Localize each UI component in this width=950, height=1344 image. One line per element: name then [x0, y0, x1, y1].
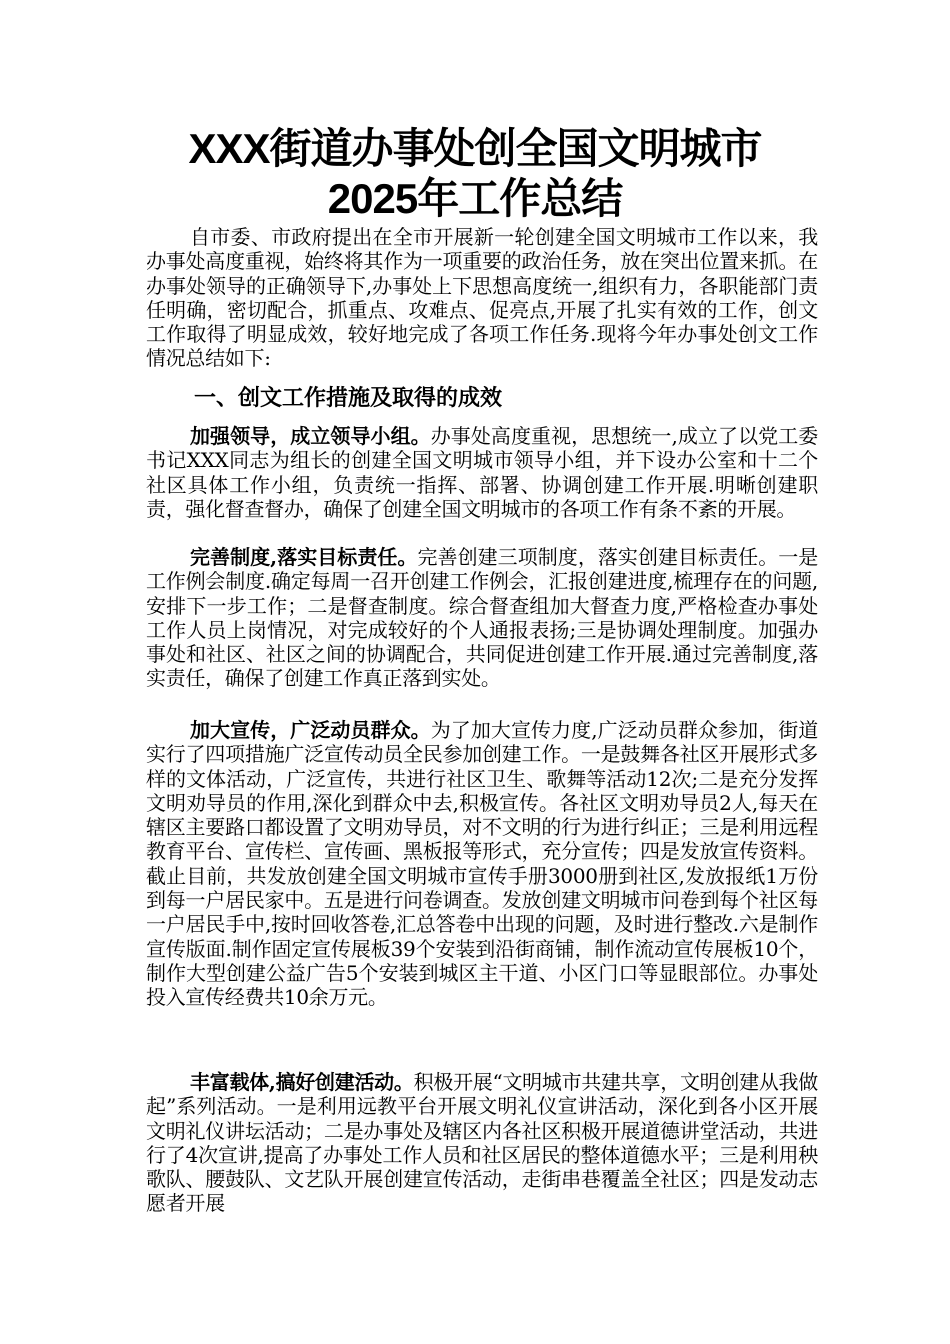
paragraph-lead: 加大宣传，广泛动员群众。: [190, 718, 431, 742]
paragraph-leadership: [146, 424, 818, 521]
paragraph-body: 办事处高度重视，思想统一,成立了以党工委书记XXX同志为组长的创建全国文明城市领导小组，并下设办公室和十二个社区具体工作小组，负责统一指挥、部署、协调创建工作开展.明晰创建职责，强化督查督办，确保了创建全国文明城市的各项工作有条不紊的开展。: [146, 424, 818, 521]
document-title-line-2: 2025年工作总结: [327, 175, 623, 222]
section-heading: 一、创文工作措施及取得的成效: [194, 385, 503, 411]
paragraph-lead: 完善制度,落实目标责任。: [190, 545, 418, 569]
intro-paragraph: 自市委、市政府提出在全市开展新一轮创建全国文明城市工作以来，我办事处高度重视，始终将其作为一项重要的政治任务，放在突出位置来抓。在办事处领导的正确领导下,办事处上下思想高度统一,组织有力，各职能部门责任明确，密切配合，抓重点、攻难点、促亮点,开展了扎实有效的工作，创文工作取得了明显成效，较好地完成了各项工作任务.现将今年办事处创文工作情况总结如下:: [146, 225, 818, 371]
paragraph-body: 完善创建三项制度，落实创建目标责任。一是工作例会制度.确定每周一召开创建工作例会，汇报创建进度,梳理存在的问题,安排下一步工作；二是督查制度。综合督查组加大督查力度,严格检查办事处工作人员上岗情况，对完成较好的个人通报表扬;三是协调处理制度。加强办事处和社区、社区之间的协调配合，共同促进创建工作开展.通过完善制度,落实责任，确保了创建工作真正落到实处。: [146, 545, 818, 691]
paragraph-activities: [146, 1070, 818, 1216]
paragraph-body: 积极开展“文明城市共建共享，文明创建从我做起”系列活动。一是利用远教平台开展文明礼仪宣讲活动，深化到各小区开展文明礼仪讲坛活动；二是办事处及辖区内各社区积极开展道德讲堂活动，共进行了4次宣讲,提高了办事处工作人员和社区居民的整体道德水平；三是利用秧歌队、腰鼓队、文艺队开展创建宣传活动，走街串巷覆盖全社区；四是发动志愿者开展: [146, 1070, 818, 1216]
document-title-line-1: XXX街道办事处创全国文明城市: [188, 125, 762, 172]
paragraph-lead: 丰富载体,搞好创建活动。: [190, 1070, 414, 1094]
paragraph-system: [146, 545, 818, 691]
paragraph-body: 为了加大宣传力度,广泛动员群众参加，街道实行了四项措施广泛宣传动员全民参加创建工作。一是鼓舞各社区开展形式多样的文体活动，广泛宣传，共进行社区卫生、歌舞等活动12次;二是充分发挥文明劝导员的作用,深化到群众中去,积极宣传。各社区文明劝导员2人,每天在辖区主要路口都设置了文明劝导员，对不文明的行为进行纠正；三是利用远程教育平台、宣传栏、宣传画、黑板报等形式，充分宣传；四是发放宣传资料。截止目前，共发放创建全国文明城市宣传手册3000册到社区,发放报纸1万份到每一户居民家中。五是进行问卷调查。发放创建文明城市问卷到每个社区每一户居民手中,按时回收答卷,汇总答卷中出现的问题，及时进行整改.六是制作宣传版面.制作固定宣传展板39个安装到沿街商铺，制作流动宣传展板10个，制作大型创建公益广告5个安装到城区主干道、小区门口等显眼部位。办事处投入宣传经费共10余万元。: [146, 718, 818, 1010]
paragraph-publicity: [146, 718, 818, 1010]
paragraph-lead: 加强领导，成立领导小组。: [190, 424, 431, 448]
